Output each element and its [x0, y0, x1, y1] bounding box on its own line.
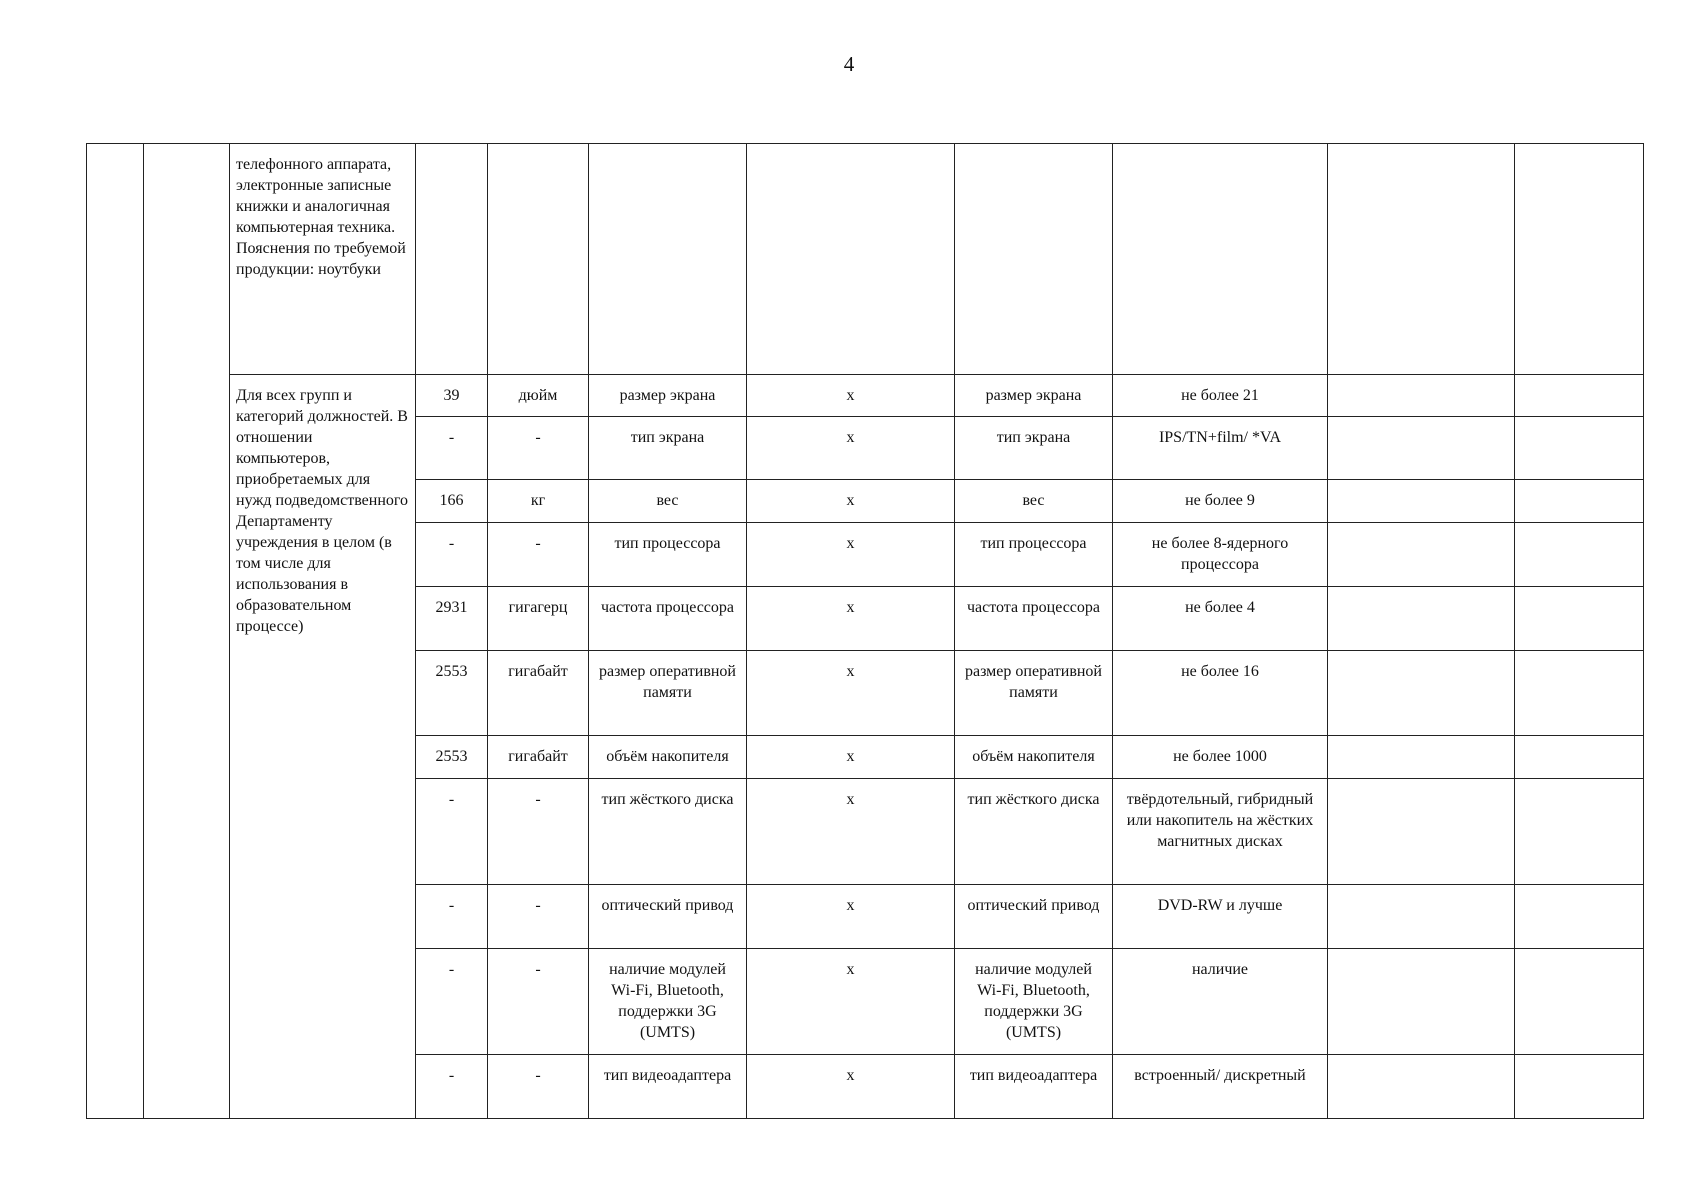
characteristic-cell: наличие модулей Wi-Fi, Bluetooth, поддержки 3G (UMTS): [589, 949, 747, 1055]
characteristic-cell-2: размер оперативной памяти: [955, 651, 1113, 736]
unit-cell: -: [488, 1055, 589, 1119]
value-cell: x: [747, 885, 955, 949]
unit-cell: гигабайт: [488, 651, 589, 736]
characteristic-cell: размер оперативной памяти: [589, 651, 747, 736]
characteristic-cell-2: тип видеоадаптера: [955, 1055, 1113, 1119]
limit-cell: не более 8-ядерного процессора: [1113, 523, 1328, 587]
limit-cell: не более 16: [1113, 651, 1328, 736]
unit-cell: -: [488, 885, 589, 949]
unit-cell: -: [488, 523, 589, 587]
characteristic-cell-2: наличие модулей Wi-Fi, Bluetooth, поддержки 3G (UMTS): [955, 949, 1113, 1055]
table-row: [87, 375, 1644, 417]
unit-cell: гигагерц: [488, 587, 589, 651]
characteristic-cell: тип жёсткого диска: [589, 779, 747, 885]
characteristic-cell-2: объём накопителя: [955, 736, 1113, 779]
okei-code-cell: -: [416, 523, 488, 587]
limit-cell: не более 21: [1113, 375, 1328, 417]
limit-cell: не более 4: [1113, 587, 1328, 651]
characteristic-cell: тип видеоадаптера: [589, 1055, 747, 1119]
limit-cell: не более 9: [1113, 480, 1328, 523]
characteristic-cell: вес: [589, 480, 747, 523]
value-cell: x: [747, 949, 955, 1055]
page-number: 4: [843, 52, 855, 76]
okei-code-cell: 2931: [416, 587, 488, 651]
value-cell: x: [747, 651, 955, 736]
limit-cell: встроенный/ дискретный: [1113, 1055, 1328, 1119]
unit-cell: гигабайт: [488, 736, 589, 779]
characteristic-cell-2: тип экрана: [955, 417, 1113, 480]
value-cell: x: [747, 375, 955, 417]
unit-cell: -: [488, 949, 589, 1055]
unit-cell: -: [488, 417, 589, 480]
requirements-table: [86, 143, 1644, 1119]
characteristic-cell: частота процессора: [589, 587, 747, 651]
unit-cell: -: [488, 779, 589, 885]
value-cell: x: [747, 417, 955, 480]
characteristic-cell-2: тип процессора: [955, 523, 1113, 587]
characteristic-cell: тип экрана: [589, 417, 747, 480]
value-cell: x: [747, 523, 955, 587]
value-cell: x: [747, 480, 955, 523]
okei-code-cell: -: [416, 1055, 488, 1119]
okei-code-cell: -: [416, 885, 488, 949]
okei-code-cell: -: [416, 417, 488, 480]
characteristic-cell-2: оптический привод: [955, 885, 1113, 949]
column-2-cell: [144, 144, 230, 1119]
value-cell: x: [747, 779, 955, 885]
position-group-cell: Для всех групп и категорий должностей. В отношении компьютеров, приобретаемых для нужд подведомственного Департаменту учреждения в целом (в том числе для использования в образовательном процессе): [230, 375, 416, 1119]
limit-cell: твёрдотельный, гибридный или накопитель на жёстких магнитных дисках: [1113, 779, 1328, 885]
okei-code-cell: 2553: [416, 651, 488, 736]
column-1-cell: [87, 144, 144, 1119]
okei-code-cell: 39: [416, 375, 488, 417]
characteristic-cell-2: размер экрана: [955, 375, 1113, 417]
okei-code-cell: 2553: [416, 736, 488, 779]
characteristic-cell: оптический привод: [589, 885, 747, 949]
limit-cell: наличие: [1113, 949, 1328, 1055]
value-cell: x: [747, 736, 955, 779]
characteristic-cell: тип процессора: [589, 523, 747, 587]
product-description-cell: телефонного аппарата, электронные записные книжки и аналогичная компьютерная техника. Пояснения по требуемой продукции: ноутбуки: [230, 144, 416, 375]
value-cell: x: [747, 587, 955, 651]
characteristic-cell-2: частота процессора: [955, 587, 1113, 651]
limit-cell: не более 1000: [1113, 736, 1328, 779]
characteristic-cell-2: тип жёсткого диска: [955, 779, 1113, 885]
unit-cell: кг: [488, 480, 589, 523]
characteristic-cell: размер экрана: [589, 375, 747, 417]
table-row-intro: [87, 144, 1644, 375]
characteristic-cell-2: вес: [955, 480, 1113, 523]
okei-code-cell: 166: [416, 480, 488, 523]
okei-code-cell: -: [416, 949, 488, 1055]
okei-code-cell: -: [416, 779, 488, 885]
unit-cell: дюйм: [488, 375, 589, 417]
limit-cell: DVD-RW и лучше: [1113, 885, 1328, 949]
characteristic-cell: объём накопителя: [589, 736, 747, 779]
limit-cell: IPS/TN+film/ *VA: [1113, 417, 1328, 480]
value-cell: x: [747, 1055, 955, 1119]
